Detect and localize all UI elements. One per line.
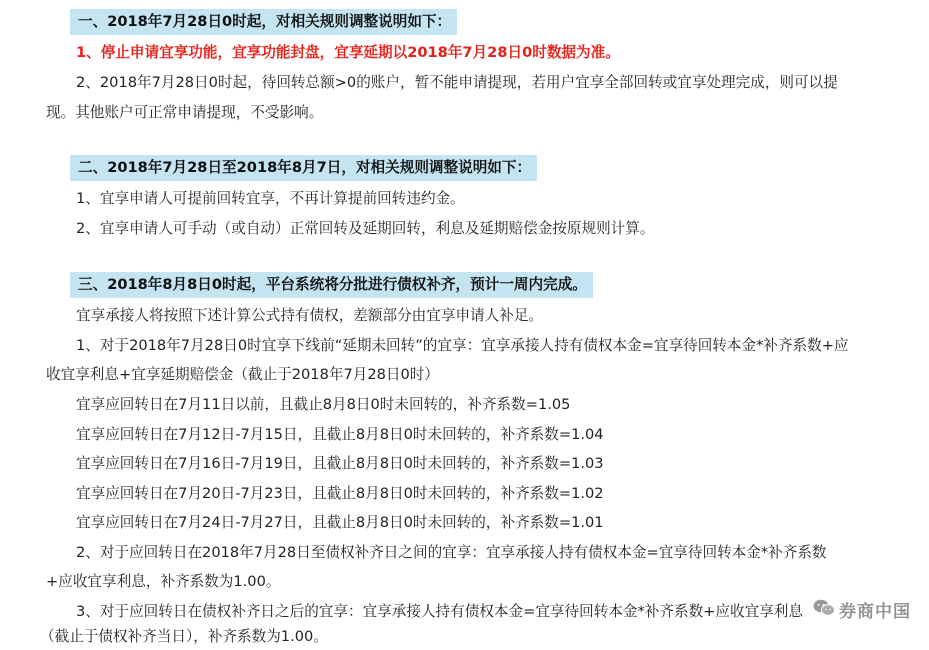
section-1-line-2: 2、2018年7月28日0时起，待回转总额>0的账户，暂不能申请提现，若用户宜享全部回转或宜享处理完成，则可以提 <box>76 74 838 91</box>
section-3-line-12: （截止于债权补齐当日），补齐系数为1.00。 <box>40 628 328 645</box>
section-1-line-1: 1、停止申请宜享功能，宜享功能封盘，宜享延期以2018年7月28日0时数据为准。 <box>76 44 620 61</box>
section-2-line-2: 2、宜享申请人可手动（或自动）正常回转及延期回转，利息及延期赔偿金按原规则计算。 <box>76 220 655 237</box>
section-1-line-3: 现。其他账户可正常申请提现，不受影响。 <box>46 104 324 121</box>
section-3-line-11: 3、对于应回转日在债权补齐日之后的宜享：宜享承接人持有债权本金=宜享待回转本金*补齐系数+应收宜享利息 <box>76 603 803 620</box>
coefficient-row-1: 宜享应回转日在7月11日以前，且截止8月8日0时未回转的，补齐系数=1.05 <box>76 396 571 413</box>
section-2-heading: 二、2018年7月28日至2018年8月7日，对相关规则调整说明如下： <box>70 155 537 181</box>
watermark-text: 券商中国 <box>839 602 911 622</box>
section-3-line-9: 2、对于应回转日在2018年7月28日至债权补齐日之间的宜享：宜享承接人持有债权本金=宜享待回转本金*补齐系数 <box>76 544 827 561</box>
watermark <box>809 595 915 624</box>
coefficient-row-2: 宜享应回转日在7月12日-7月15日，且截止8月8日0时未回转的，补齐系数=1.04 <box>76 426 604 443</box>
section-3-line-2: 1、对于2018年7月28日0时宜享下线前“延期未回转”的宜享：宜享承接人持有债权本金=宜享待回转本金*补齐系数+应 <box>76 337 849 354</box>
section-2-line-1: 1、宜享申请人可提前回转宜享，不再计算提前回转违约金。 <box>76 190 465 207</box>
coefficient-row-3: 宜享应回转日在7月16日-7月19日，且截止8月8日0时未回转的，补齐系数=1.03 <box>76 455 604 472</box>
section-3-line-10: +应收宜享利息，补齐系数为1.00。 <box>46 573 281 590</box>
coefficient-row-4: 宜享应回转日在7月20日-7月23日，且截止8月8日0时未回转的，补齐系数=1.02 <box>76 485 604 502</box>
section-3-line-3: 收宜享利息+宜享延期赔偿金（截止于2018年7月28日0时） <box>46 366 439 383</box>
section-3-heading: 三、2018年8月8日0时起，平台系统将分批进行债权补齐，预计一周内完成。 <box>70 272 593 298</box>
section-3-line-1: 宜享承接人将按照下述计算公式持有债权，差额部分由宜享申请人补足。 <box>76 307 544 324</box>
section-1-heading: 一、2018年7月28日0时起，对相关规则调整说明如下： <box>70 9 457 35</box>
coefficient-row-5: 宜享应回转日在7月24日-7月27日，且截止8月8日0时未回转的，补齐系数=1.01 <box>76 514 604 531</box>
wechat-icon <box>813 599 835 621</box>
